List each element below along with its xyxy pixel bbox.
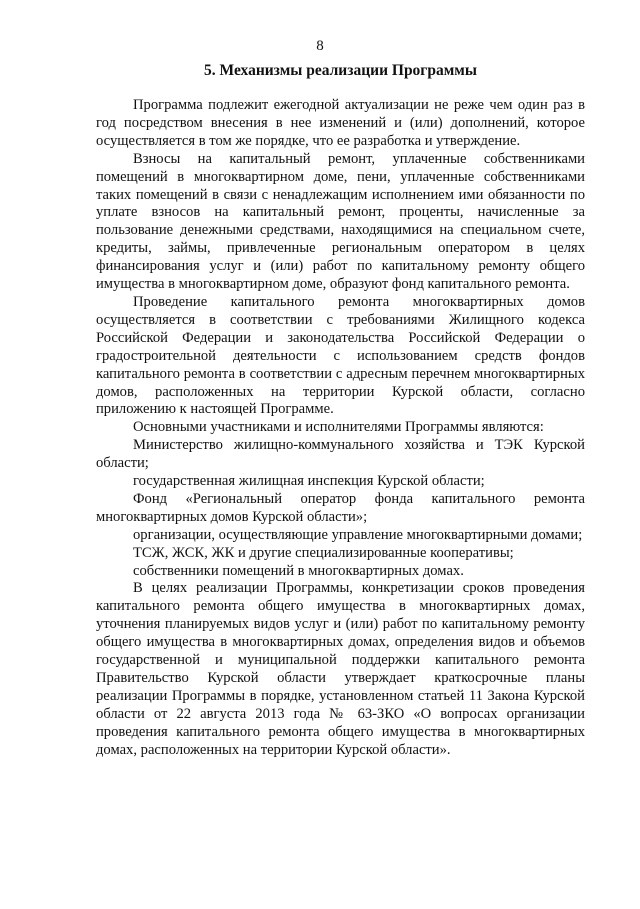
document-body: [96, 97, 585, 760]
paragraph-repair-fund: Взносы на капитальный ремонт, уплаченные собственниками помещений в многоквартирном доме, пени, уплаченные собственниками таких помещений в связи с ненадлежащим исполнением ими обязанности по уплате взносов на капитальный ремонт, проценты, начисленные за пользование денежными средствами, находящимися на специальном счете, кредиты, займы, привлеченные региональным оператором в целях финансирования услуг и (или) работ по капитальному ремонту общего имущества в многоквартирном доме, образуют фонд капитального ремонта.: [96, 150, 585, 293]
participant-management-organizations: организации, осуществляющие управление многоквартирными домами;: [133, 526, 583, 543]
participant-regional-operator: Фонд «Региональный оператор фонда капитального ремонта многоквартирных домов Курской области»;: [96, 490, 585, 525]
participant-owners: собственники помещений в многоквартирных домах.: [133, 562, 464, 579]
participant-cooperatives: ТСЖ, ЖСК, ЖК и другие специализированные кооперативы;: [133, 544, 514, 561]
paragraph-update-policy: Программа подлежит ежегодной актуализации не реже чем один раз в год посредством внесения в нее изменений и (или) дополнений, которое осуществляется в том же порядке, что ее разработка и утверждение.: [96, 97, 585, 149]
section-title: 5. Механизмы реализации Программы: [204, 62, 477, 79]
participant-ministry: Министерство жилищно-коммунального хозяйства и ТЭК Курской области;: [96, 437, 585, 472]
page-number: 8: [316, 38, 324, 54]
paragraph-participants-intro: Основными участниками и исполнителями Программы являются:: [133, 419, 544, 436]
participant-housing-inspection: государственная жилищная инспекция Курской области;: [133, 473, 485, 490]
paragraph-repair-conduct: Проведение капитального ремонта многоквартирных домов осуществляется в соответствии с требованиями Жилищного кодекса Российской Федерации и законодательства Российской Федерации о градостроительной деятельности с использованием средств фондов капитального ремонта в соответствии с адресным перечнем многоквартирных домов, расположенных на территории Курской области, согласно приложению к настоящей Программе.: [96, 293, 585, 418]
paragraph-short-term-plans: В целях реализации Программы, конкретизации сроков проведения капитального ремонта общего имущества в многоквартирных домах, уточнения планируемых видов услуг и (или) работ по капитальному ремонту общего имущества в многоквартирных домах, определения видов и объемов государственной и муниципальной поддержки капитального ремонта Правительство Курской области утверждает краткосрочные планы реализации Программы в порядке, установленном статьей 11 Закона Курской области от 22 августа 2013 года № 63-ЗКО «О вопросах организации проведения капитального ремонта общего имущества в многоквартирных домах, расположенных на территории Курской области».: [96, 580, 585, 758]
